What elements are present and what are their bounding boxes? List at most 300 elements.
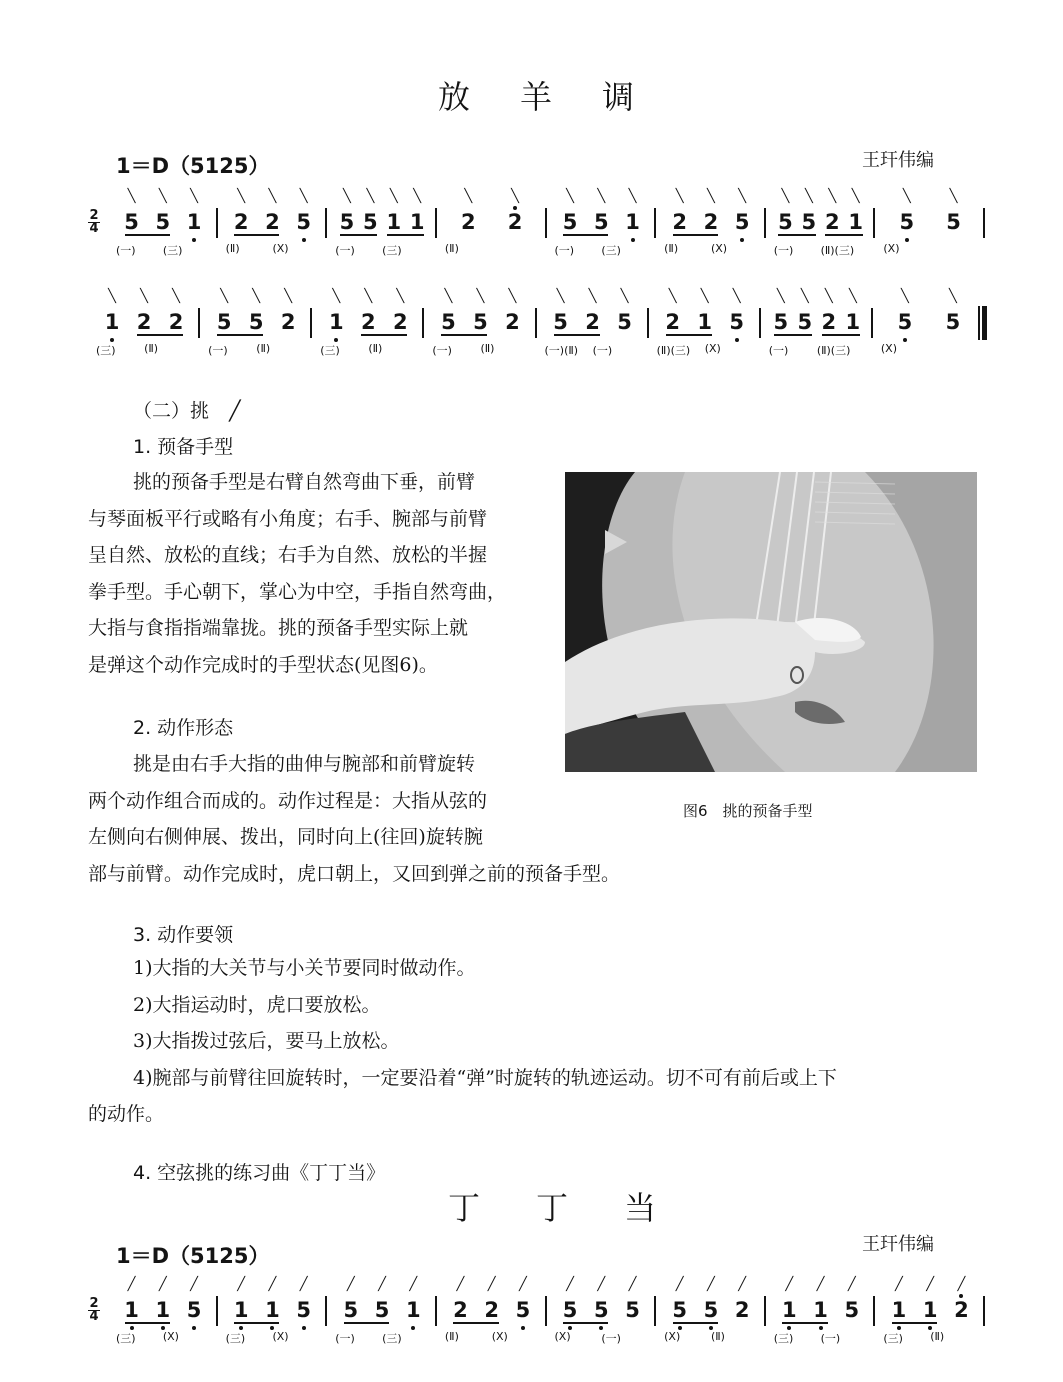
- fingering-mark: (X): [554, 1330, 571, 1343]
- stroke-mark: ╲: [332, 289, 341, 304]
- fingering-mark: (三): [225, 1332, 246, 1345]
- stroke-mark: ╱: [237, 1277, 246, 1292]
- piece-title: 放羊调: [438, 78, 685, 116]
- time-signature-top: 2: [89, 1296, 99, 1311]
- note-digit: 2: [361, 310, 376, 334]
- note-digit: 2: [954, 1298, 969, 1322]
- stroke-mark: ╲: [851, 189, 860, 204]
- stroke-mark: ╱: [268, 1277, 277, 1292]
- stroke-mark: ╲: [464, 189, 473, 204]
- octave-dot-low: [192, 1326, 196, 1330]
- note-digit: 5: [594, 210, 609, 234]
- measure: [873, 288, 985, 368]
- measure: [537, 288, 649, 368]
- note-digit: 2: [233, 210, 249, 234]
- stroke-mark: ╲: [172, 289, 180, 304]
- note-digit: 5: [729, 310, 745, 334]
- beat-underline: [774, 334, 812, 336]
- measure: [656, 188, 766, 268]
- stroke-mark: ╲: [804, 189, 813, 204]
- stroke-mark: ╱: [785, 1277, 794, 1292]
- stroke-mark: ╲: [668, 289, 677, 304]
- stroke-mark: ╲: [268, 189, 277, 204]
- measure: [108, 188, 218, 268]
- fingering-mark: (Ⅱ): [444, 242, 459, 255]
- stroke-mark: ╲: [364, 289, 373, 304]
- note-digit: 2: [821, 310, 837, 334]
- note-digit: 5: [296, 210, 311, 234]
- stroke-mark: ╱: [707, 1277, 715, 1292]
- note-digit: 5: [562, 210, 578, 234]
- measure: [424, 288, 536, 368]
- stroke-mark: ╱: [487, 1277, 496, 1292]
- bar-line: [978, 306, 980, 340]
- note-digit: 5: [186, 1298, 202, 1322]
- list-item: 2)大指运动时，虎口要放松。: [133, 993, 381, 1016]
- stroke-mark: ╱: [190, 1277, 198, 1292]
- fingering-mark: (三): [320, 344, 340, 357]
- stroke-mark: ╲: [108, 289, 116, 304]
- fingering-mark: (三): [116, 1332, 136, 1345]
- octave-dot-low: [903, 338, 907, 342]
- fingering-mark: (Ⅱ): [480, 342, 495, 355]
- note-digit: 5: [124, 210, 139, 234]
- key-tuning-notes: 5125: [190, 154, 249, 178]
- stroke-mark: ╱: [346, 1277, 355, 1292]
- beat-underline: [340, 234, 377, 236]
- note-digit: 1: [265, 1298, 280, 1322]
- beat-underline: [563, 1322, 608, 1324]
- note-digit: 2: [460, 210, 476, 234]
- measure: [437, 1276, 547, 1356]
- beat-underline: [441, 334, 487, 336]
- measure: [200, 288, 312, 368]
- octave-dot-low: [735, 338, 739, 342]
- stroke-mark: ╱: [675, 1277, 684, 1292]
- fingering-mark: (三): [773, 1332, 794, 1345]
- fingering-mark: (一): [768, 344, 789, 357]
- beat-underline: [563, 234, 608, 236]
- note-digit: 2: [484, 1298, 499, 1322]
- time-signature-top: 2: [89, 208, 99, 223]
- text-line: 两个动作组合而成的。动作过程是：大指从弦的: [88, 789, 488, 812]
- note-digit: 5: [778, 210, 793, 234]
- stroke-mark: ╱: [127, 1277, 136, 1292]
- note-digit: 2: [453, 1298, 468, 1322]
- measure: [547, 188, 657, 268]
- stroke-mark: ╲: [237, 189, 246, 204]
- measure: [766, 188, 876, 268]
- note-digit: 5: [363, 210, 378, 234]
- note-digit: 1: [891, 1298, 907, 1322]
- key-suffix: ）: [248, 154, 270, 178]
- final-bar-line: [982, 306, 987, 340]
- note-digit: 2: [265, 210, 280, 234]
- beat-underline: [361, 334, 407, 336]
- note-digit: 1: [186, 210, 202, 234]
- fingering-mark: (一): [773, 244, 794, 257]
- fingering-mark: (X): [272, 242, 289, 255]
- stroke-mark: ╱: [816, 1277, 825, 1292]
- time-signature: [88, 1298, 100, 1323]
- note-digit: 1: [155, 1298, 171, 1322]
- note-digit: 5: [897, 310, 913, 334]
- fingering-mark: (Ⅱ): [368, 342, 383, 355]
- fingering-mark: (Ⅱ): [256, 342, 271, 355]
- fingering-mark: (一)(Ⅱ): [544, 344, 579, 357]
- bar-line: [983, 1296, 985, 1326]
- time-signature-bottom: 4: [89, 1309, 99, 1324]
- stroke-mark: ╲: [511, 189, 519, 204]
- note-digit: 2: [585, 310, 600, 334]
- stroke-mark: ╲: [158, 189, 167, 204]
- note-digit: 1: [813, 1298, 828, 1322]
- note-digit: 5: [617, 310, 632, 334]
- fingering-mark: (一): [820, 1332, 841, 1345]
- stroke-mark: ╲: [949, 289, 957, 304]
- stroke-mark: ╱: [628, 1277, 637, 1292]
- measure: [649, 288, 761, 368]
- note-digit: 1: [782, 1298, 797, 1322]
- fingering-mark: (三): [382, 244, 402, 257]
- beat-underline: [234, 1322, 279, 1324]
- key-tuning-notes: 5125: [190, 1244, 249, 1268]
- fingering-mark: (X): [162, 1330, 179, 1343]
- pluck-stroke-symbol: ╱: [229, 400, 241, 422]
- stroke-mark: ╲: [902, 189, 911, 204]
- fingering-mark: (X): [704, 342, 721, 355]
- beat-underline: [782, 1322, 827, 1324]
- numbered-list: [88, 950, 1013, 1133]
- note-digit: 5: [562, 1298, 578, 1322]
- note-digit: 2: [703, 210, 719, 234]
- note-digit: 5: [945, 310, 961, 334]
- note-digit: 5: [672, 1298, 688, 1322]
- lute-hand-illustration: [565, 472, 977, 772]
- piece-title: 丁丁当: [448, 1189, 713, 1227]
- measure: [437, 188, 547, 268]
- stroke-mark: ╱: [456, 1277, 465, 1292]
- stroke-mark: ╲: [556, 289, 565, 304]
- fingering-mark: (Ⅱ)(三): [656, 344, 691, 357]
- octave-dot-low: [905, 238, 909, 242]
- beat-underline: [137, 334, 183, 336]
- beat-underline: [234, 234, 279, 236]
- octave-dot-low: [740, 238, 744, 242]
- stroke-mark: ╲: [220, 289, 229, 304]
- stroke-mark: ╲: [140, 289, 148, 304]
- stroke-mark: ╲: [343, 189, 351, 204]
- beat-underline: [892, 1322, 937, 1324]
- octave-dot-low: [521, 1326, 525, 1330]
- fingering-mark: (一): [208, 344, 228, 357]
- note-digit: 5: [899, 210, 915, 234]
- note-digit: 5: [216, 310, 232, 334]
- hand-position-photo: [565, 472, 977, 772]
- note-digit: 2: [824, 210, 840, 234]
- note-digit: 5: [374, 1298, 390, 1322]
- note-digit: 1: [697, 310, 712, 334]
- stroke-mark: ╲: [299, 189, 308, 204]
- stroke-mark: ╲: [396, 289, 405, 304]
- note-digit: 2: [168, 310, 184, 334]
- note-digit: 2: [734, 1298, 750, 1322]
- note-digit: 5: [797, 310, 813, 334]
- note-digit: 5: [473, 310, 488, 334]
- note-digit: 1: [233, 1298, 249, 1322]
- note-digit: 2: [136, 310, 152, 334]
- measure: [327, 188, 437, 268]
- stroke-mark: ╲: [588, 289, 597, 304]
- stroke-mark: ╲: [476, 289, 485, 304]
- notation-staff: [0, 288, 1063, 368]
- stroke-mark: ╲: [900, 289, 909, 304]
- beat-underline: [825, 234, 862, 236]
- text-line: 是弹这个动作完成时的手型状态(见图6)。: [88, 653, 438, 676]
- note-digit: 1: [124, 1298, 139, 1322]
- fingering-mark: (Ⅱ): [444, 1330, 459, 1343]
- note-digit: 2: [507, 210, 523, 234]
- stroke-mark: ╲: [800, 289, 809, 304]
- subheading: 1. 预备手型: [133, 436, 234, 458]
- measure: [88, 288, 200, 368]
- note-digit: 5: [801, 210, 817, 234]
- stroke-mark: ╲: [828, 189, 837, 204]
- section-heading-text: （二）挑: [133, 400, 210, 422]
- stroke-mark: ╲: [675, 189, 684, 204]
- stroke-mark: ╱: [895, 1277, 903, 1292]
- stroke-mark: ╲: [732, 289, 741, 304]
- stroke-mark: ╱: [158, 1277, 167, 1292]
- note-digit: 5: [155, 210, 171, 234]
- fingering-mark: (三): [382, 1332, 402, 1345]
- arranger-credit: 王玕伟编: [862, 150, 934, 171]
- fingering-mark: (一): [432, 344, 452, 357]
- stroke-mark: ╲: [366, 189, 375, 204]
- note-digit: 5: [296, 1298, 311, 1322]
- stroke-mark: ╲: [707, 189, 715, 204]
- subheading: 4. 空弦挑的练习曲《丁丁当》: [133, 1162, 386, 1184]
- fingering-mark: (Ⅱ): [144, 342, 159, 355]
- beat-underline: [554, 334, 600, 336]
- note-digit: 1: [848, 210, 863, 234]
- note-digit: 1: [409, 210, 425, 234]
- note-digit: 5: [441, 310, 456, 334]
- list-item: 4)腕部与前臂往回旋转时，一定要沿着“弹”时旋转的轨迹运动。切不可有前后或上下: [133, 1066, 837, 1089]
- beat-underline: [387, 234, 424, 236]
- fingering-mark: (Ⅱ)(三): [816, 344, 851, 357]
- fingering-mark: (Ⅱ): [710, 1330, 725, 1343]
- stroke-mark: ╲: [949, 189, 958, 204]
- beat-underline: [778, 234, 815, 236]
- note-digit: 5: [844, 1298, 860, 1322]
- note-digit: 5: [946, 210, 961, 234]
- fingering-mark: (一): [601, 1332, 621, 1345]
- fingering-mark: (Ⅱ): [225, 242, 240, 255]
- beat-underline: [217, 334, 263, 336]
- stroke-mark: ╱: [597, 1277, 606, 1292]
- measure: [547, 1276, 657, 1356]
- stroke-mark: ╱: [847, 1277, 856, 1292]
- notation-staff: [0, 188, 1063, 268]
- text-line: 大指与食指指端靠拢。挑的预备手型实际上就: [88, 617, 469, 639]
- stroke-mark: ╲: [824, 289, 833, 304]
- fingering-mark: (三): [162, 244, 183, 257]
- paragraph: [88, 464, 558, 683]
- stroke-mark: ╱: [566, 1277, 574, 1292]
- note-digit: 1: [405, 1298, 421, 1322]
- stroke-mark: ╲: [700, 289, 709, 304]
- beat-underline: [666, 334, 712, 336]
- fingering-mark: (X): [710, 242, 728, 255]
- measure: [875, 188, 985, 268]
- note-digit: 1: [386, 210, 402, 234]
- key-suffix: ）: [248, 1244, 270, 1268]
- fingering-mark: (一): [335, 244, 355, 257]
- note-digit: 5: [594, 1298, 609, 1322]
- bar-line: [983, 208, 985, 238]
- stroke-mark: ╲: [781, 189, 790, 204]
- stroke-mark: ╲: [389, 189, 398, 204]
- fingering-mark: (Ⅱ): [664, 242, 679, 255]
- measure: [766, 1276, 876, 1356]
- octave-dot-low: [302, 1326, 306, 1330]
- octave-dot-low: [631, 238, 635, 242]
- fingering-mark: (X): [491, 1330, 508, 1343]
- fingering-mark: (Ⅱ): [930, 1330, 945, 1343]
- stroke-mark: ╲: [628, 189, 637, 204]
- list-item: 3)大指拨过弦后，要马上放松。: [133, 1030, 400, 1052]
- note-digit: 5: [773, 310, 789, 334]
- stroke-mark: ╲: [848, 289, 857, 304]
- key-signature: [116, 1240, 270, 1270]
- measure: [108, 1276, 218, 1356]
- fingering-mark: (X): [880, 342, 897, 355]
- note-digit: 5: [248, 310, 264, 334]
- octave-dot-low: [411, 1326, 415, 1330]
- octave-dot-low: [192, 238, 196, 242]
- note-digit: 5: [553, 310, 568, 334]
- measure: [218, 188, 328, 268]
- note-digit: 1: [922, 1298, 938, 1322]
- fingering-mark: (一): [554, 244, 575, 257]
- stroke-mark: ╲: [508, 289, 517, 304]
- stroke-mark: ╱: [738, 1277, 747, 1292]
- stroke-mark: ╲: [413, 189, 422, 204]
- note-digit: 5: [734, 210, 750, 234]
- note-digit: 1: [845, 310, 861, 334]
- stroke-mark: ╲: [738, 189, 747, 204]
- text-line: 呈自然、放松的直线；右手为自然、放松的半握: [88, 544, 488, 566]
- stroke-mark: ╱: [926, 1277, 935, 1292]
- section-heading: [133, 396, 241, 423]
- stroke-mark: ╲: [566, 189, 574, 204]
- fingering-mark: (一): [116, 244, 136, 257]
- note-digit: 1: [328, 310, 344, 334]
- stroke-mark: ╱: [378, 1277, 386, 1292]
- fingering-mark: (一): [335, 1332, 355, 1345]
- beat-underline: [344, 1322, 389, 1324]
- note-digit: 2: [280, 310, 296, 334]
- note-digit: 1: [104, 310, 120, 334]
- notation-staff: [0, 1276, 1063, 1356]
- stroke-mark: ╲: [597, 189, 606, 204]
- note-digit: 5: [339, 210, 355, 234]
- text-line: 与琴面板平行或略有小角度；右手、腕部与前臂: [88, 507, 488, 530]
- text-line: 左侧向右侧伸展、拨出，同时向上(往回)旋转腕: [88, 826, 483, 848]
- fingering-mark: (X): [883, 242, 900, 255]
- stroke-mark: ╲: [284, 289, 293, 304]
- note-digit: 5: [625, 1298, 640, 1322]
- arranger-credit: 王玕伟编: [862, 1234, 934, 1255]
- stroke-mark: ╲: [444, 289, 453, 304]
- measure: [875, 1276, 985, 1356]
- note-digit: 5: [703, 1298, 719, 1322]
- measure: [761, 288, 873, 368]
- stroke-mark: ╱: [299, 1277, 308, 1292]
- note-digit: 1: [625, 210, 640, 234]
- time-signature: [88, 210, 100, 235]
- beat-underline: [125, 1322, 170, 1324]
- measure: [218, 1276, 328, 1356]
- stroke-mark: ╱: [409, 1277, 418, 1292]
- list-item-continuation: 的动作。: [88, 1103, 165, 1125]
- fingering-mark: (X): [664, 1330, 681, 1343]
- key-signature: [116, 150, 270, 180]
- stroke-mark: ╱: [957, 1277, 966, 1292]
- beat-underline: [673, 234, 718, 236]
- stroke-mark: ╲: [252, 289, 261, 304]
- note-digit: 2: [393, 310, 408, 334]
- beat-underline: [822, 334, 860, 336]
- fingering-mark: (X): [272, 1330, 289, 1343]
- subheading: 2. 动作形态: [133, 717, 234, 739]
- fingering-mark: (一): [592, 344, 613, 357]
- stroke-mark: ╲: [620, 289, 629, 304]
- measure: [327, 1276, 437, 1356]
- note-digit: 2: [672, 210, 688, 234]
- fingering-mark: (三): [601, 244, 621, 257]
- note-digit: 5: [515, 1298, 531, 1322]
- text-line: 挑是由右手大指的曲伸与腕部和前臂旋转: [133, 753, 476, 775]
- figure-caption: 图6 挑的预备手型: [683, 802, 813, 820]
- fingering-mark: (三): [96, 344, 116, 357]
- subheading: 3. 动作要领: [133, 924, 234, 946]
- stroke-mark: ╲: [127, 189, 136, 204]
- stroke-mark: ╱: [518, 1277, 527, 1292]
- fingering-mark: (三): [883, 1332, 903, 1345]
- note-digit: 2: [665, 310, 680, 334]
- note-digit: 2: [505, 310, 520, 334]
- measure: [656, 1276, 766, 1356]
- stroke-mark: ╲: [190, 189, 198, 204]
- fingering-mark: (Ⅱ)(三): [820, 244, 855, 257]
- key-prefix: 1＝D（: [116, 154, 191, 178]
- beat-underline: [673, 1322, 718, 1324]
- note-digit: 5: [343, 1298, 359, 1322]
- key-prefix: 1＝D（: [116, 1244, 191, 1268]
- measure: [312, 288, 424, 368]
- beat-underline: [125, 234, 170, 236]
- octave-dot-low: [302, 238, 306, 242]
- text-line: 部与前臂。动作完成时，虎口朝上，又回到弹之前的预备手型。: [88, 862, 621, 885]
- list-item: 1)大指的大关节与小关节要同时做动作。: [133, 957, 476, 979]
- text-line: 拳手型。手心朝下，掌心为中空，手指自然弯曲，: [88, 580, 507, 603]
- beat-underline: [453, 1322, 498, 1324]
- text-line: 挑的预备手型是右臂自然弯曲下垂，前臂: [133, 471, 476, 493]
- time-signature-bottom: 4: [89, 221, 99, 236]
- stroke-mark: ╲: [776, 289, 785, 304]
